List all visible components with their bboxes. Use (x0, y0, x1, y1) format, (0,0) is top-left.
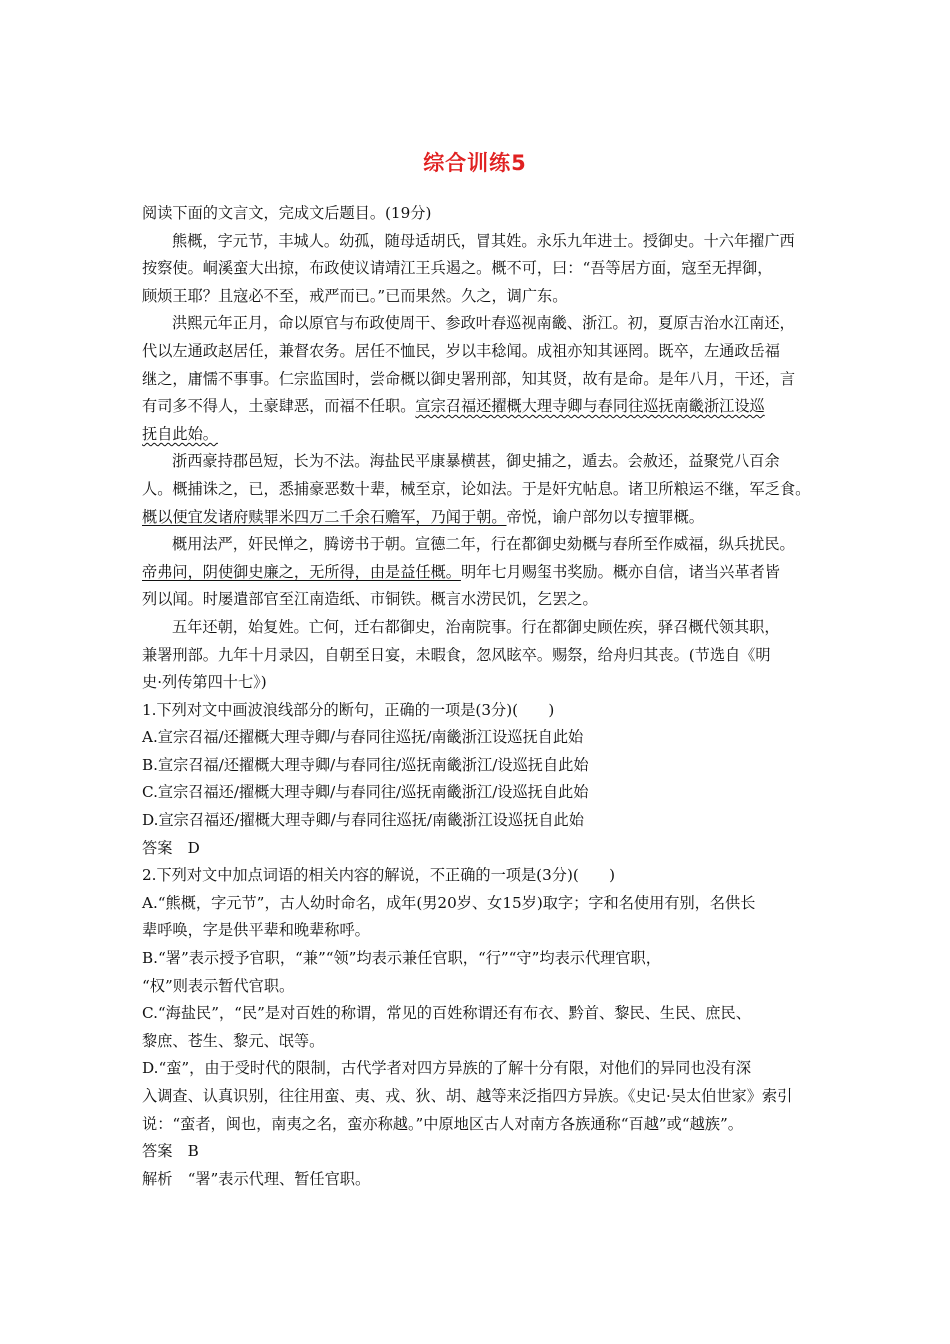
text-line: 继之，庸懦不事事。仁宗监国时，尝命概以御史署刑部，知其贤，故有是命。是年八月，干还，言 (142, 369, 796, 388)
question-stem: 1.下列对文中画波浪线部分的断句，正确的一项是(3分)( ) (142, 700, 555, 719)
passage-paragraph-1 (142, 228, 822, 311)
text-line: 洪熙元年正月，命以原官与布政使周干、参政叶春巡视南畿、浙江。初，夏原吉治水江南还， (172, 314, 795, 333)
option-b: B.宣宗召福/还擢概大理寺卿/与春同往/巡抚南畿浙江/设巡抚自此始 (142, 755, 589, 774)
text-line: 兼署刑部。九年十月录囚，自朝至日宴，未暇食，忽风眩卒。赐祭，给舟归其丧。(节选自《明 (142, 645, 771, 664)
text-segment: 帝悦，谕户部勿以专擅罪概。 (506, 507, 704, 526)
option-d-cont: 说：“蛮者，闽也，南夷之名，蛮亦称越。”中原地区古人对南方各族通称“百越”或“越族”。 (142, 1114, 743, 1133)
text-line: 顾烦王耶？且寇必不至，戒严而已。”已而果然。久之，调广东。 (142, 286, 568, 305)
text-segment: 有司多不得人，土豪肆恶，而福不任职。 (142, 397, 416, 416)
text-line (142, 393, 822, 421)
passage-paragraph-5 (142, 614, 822, 697)
answer: 答案 B (142, 1142, 199, 1161)
underlined-sentence: 概以便宜发诸府赎罪米四万二千余石赡军，乃闻于朝。 (142, 507, 507, 526)
page-title: 综合训练5 (423, 151, 527, 175)
text-line: 按察使。峒溪蛮大出掠，布政使议请靖江王兵遏之。概不可，曰：“吾等居方面，寇至无捍御， (142, 259, 773, 278)
option-c-cont: 黎庶、苍生、黎元、氓等。 (142, 1031, 325, 1050)
text-line: 浙西豪持郡邑短，长为不法。海盐民平康暴横甚，御史捕之，遁去。会赦还，益聚党八百余 (172, 452, 780, 471)
option-d: D.“蛮”，由于受时代的限制，古代学者对四方异族的了解十分有限，对他们的异同也没有深 (142, 1059, 752, 1078)
text-line: 代以左通政赵居任，兼督农务。居任不恤民，岁以丰稔闻。成祖亦知其诬罔。既卒，左通政岳福 (142, 341, 780, 360)
option-a: A.“熊概，字元节”，古人幼时命名，成年(男20岁、女15岁)取字；字和名使用有别，名供长 (142, 893, 756, 912)
text-line: 列以闻。时屡遣部官至江南造纸、市铜铁。概言水涝民饥，乞罢之。 (142, 590, 598, 609)
option-a-cont: 辈呼唤，字是供平辈和晚辈称呼。 (142, 921, 370, 940)
text-segment: 明年七月赐玺书奖励。概亦自信，诸当兴革者皆 (460, 562, 780, 581)
question-stem: 2.下列对文中加点词语的相关内容的解说，不正确的一项是(3分)( ) (142, 866, 616, 885)
passage-paragraph-3 (142, 448, 822, 531)
option-b: B.“署”表示授予官职，“兼”“领”均表示兼任官职，“行”“守”均表示代理官职， (142, 949, 661, 968)
text-line: 熊概，字元节，丰城人。幼孤，随母适胡氏，冒其姓。永乐九年进士。授御史。十六年擢广西 (172, 231, 795, 250)
text-line (142, 559, 822, 587)
document-body (142, 200, 822, 1193)
passage-paragraph-4 (142, 531, 822, 614)
option-c: C.宣宗召福还/擢概大理寺卿/与春同往/巡抚南畿浙江/设巡抚自此始 (142, 783, 589, 802)
question-2 (142, 862, 822, 1193)
text-line: 史·列传第四十七》) (142, 673, 267, 692)
option-d-cont: 入调查、认真识别，往往用蛮、夷、戎、狄、胡、越等来泛指四方异族。《史记·吴太伯世家》索引 (142, 1087, 793, 1105)
answer: 答案 D (142, 838, 200, 857)
question-1 (142, 697, 822, 863)
option-a: A.宣宗召福/还擢概大理寺卿/与春同往巡抚/南畿浙江设巡抚自此始 (142, 728, 584, 747)
instructions: 阅读下面的文言文，完成文后题目。(19分) (142, 204, 432, 222)
option-c: C.“海盐民”，“民”是对百姓的称谓，常见的百姓称谓还有布衣、黔首、黎民、生民、庶民、 (142, 1004, 751, 1023)
text-line (142, 421, 822, 449)
analysis: 解析 “署”表示代理、暂任官职。 (142, 1169, 371, 1188)
wavy-underlined-text: 抚自此始。 (142, 424, 218, 443)
text-line (142, 504, 822, 532)
text-line: 概用法严，奸民惮之，腾谤书于朝。宣德二年，行在都御史劾概与春所至作威福，纵兵扰民。 (172, 535, 795, 554)
text-line: 五年还朝，始复姓。亡何，迁右都御史，治南院事。行在都御史顾佐疾，驿召概代领其职， (172, 617, 780, 636)
text-line: 人。概捕诛之，已，悉捕豪恶数十辈，械至京，论如法。于是奸宄帖息。诸卫所粮运不继，军乏食。 (142, 479, 811, 498)
option-d: D.宣宗召福还/擢概大理寺卿/与春同往巡抚/南畿浙江设巡抚自此始 (142, 811, 584, 830)
underlined-sentence: 帝弗问，阴使御史廉之，无所得，由是益任概。 (142, 562, 461, 581)
option-b-cont: “权”则表示暂代官职。 (142, 976, 295, 995)
passage-paragraph-2 (142, 310, 822, 448)
wavy-underlined-text: 宣宗召福还擢概大理寺卿与春同往巡抚南畿浙江设巡 (415, 397, 765, 416)
